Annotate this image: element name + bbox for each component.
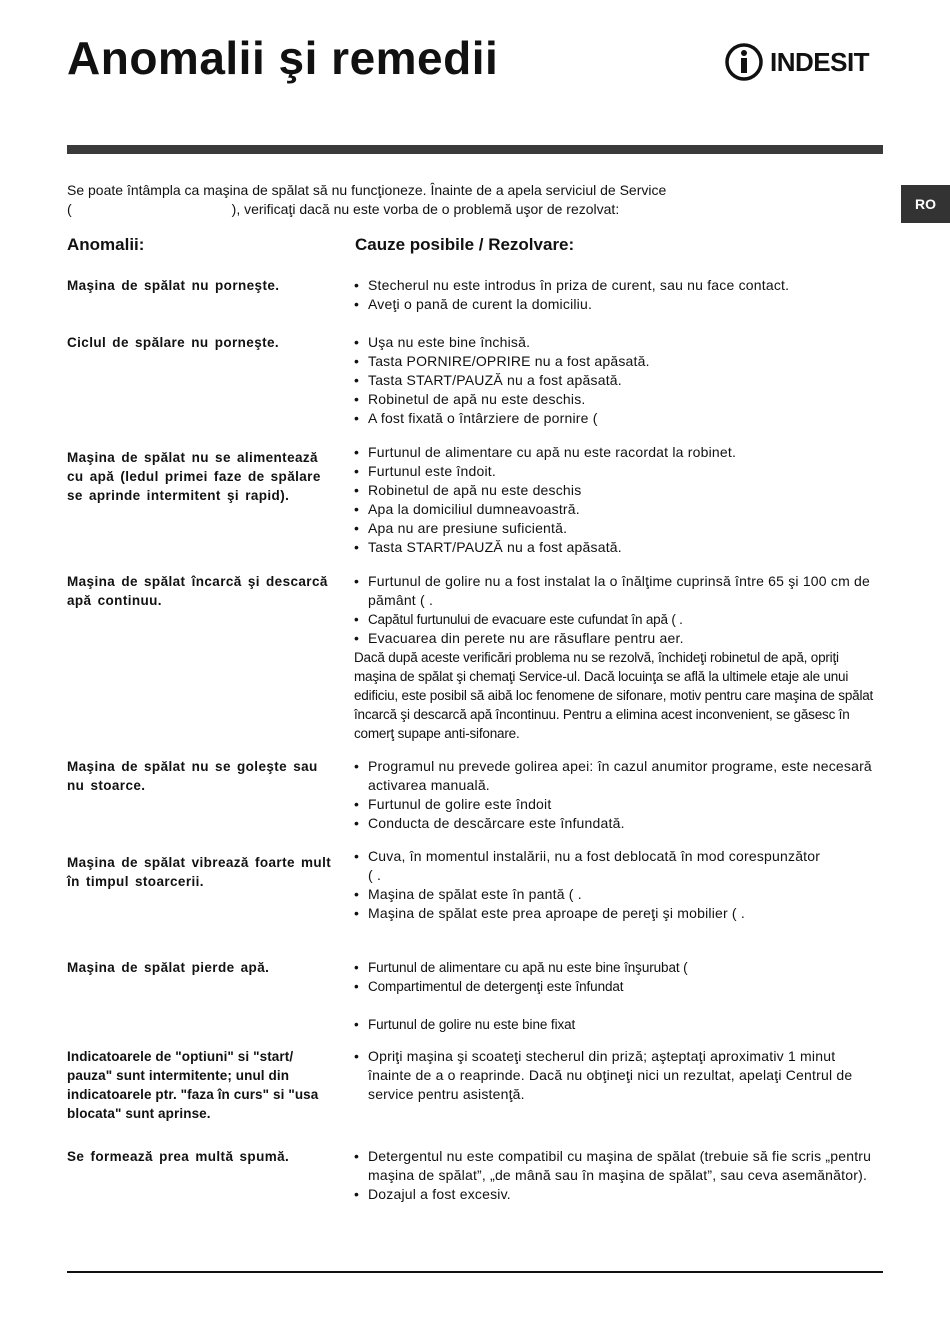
cause-item: • Compartimentul de detergenţi este înfundat xyxy=(354,977,882,996)
cause-list xyxy=(354,443,882,557)
cause-list xyxy=(354,1147,882,1204)
anomaly-label: Maşina de spălat nu porneşte. xyxy=(67,278,280,293)
cause-list xyxy=(354,333,882,428)
bottom-divider xyxy=(67,1271,883,1273)
top-divider xyxy=(67,145,883,154)
causes-header: Cauze posibile / Rezolvare: xyxy=(355,235,575,254)
cause-item: • Robinetul de apă nu este deschis xyxy=(354,481,882,500)
cause-item: • Apa la domiciliul dumneavoastră. xyxy=(354,500,882,519)
anomaly-label: Indicatoarele de "optiuni" si "start/ pauza" sunt intermitente; unul din indicatoarele ptr. "faza în curs" si "usa blocata" sunt aprinse. xyxy=(67,1049,319,1121)
cause-list xyxy=(354,847,882,923)
cause-item: • A fost fixată o întârziere de pornire ( xyxy=(354,409,882,428)
cause-item: • Opriţi maşina şi scoateţi stecherul din priză; aşteptaţi aproximativ 1 minut înainte de a o reaprinde. Dacă nu obţineţi nici un rezultat, apelaţi Centrul de service pentru asistenţă. xyxy=(354,1047,882,1104)
anomaly-label: Se formează prea multă spumă. xyxy=(67,1149,290,1164)
brand-name: INDESIT xyxy=(770,47,870,77)
anomaly-label: Maşina de spălat nu se goleşte sau nu stoarce. xyxy=(67,759,318,793)
anomaly-label: Maşina de spălat încarcă şi descarcă apă continuu. xyxy=(67,574,328,608)
brand-logo xyxy=(724,40,884,84)
cause-item: • Stecherul nu este introdus în priza de curent, sau nu face contact. xyxy=(354,276,882,295)
cause-list xyxy=(354,572,882,648)
cause-item: • Capătul furtunului de evacuare este cufundat în apă ( . xyxy=(354,610,882,629)
cause-item: • Tasta START/PAUZĂ nu a fost apăsată. xyxy=(354,371,882,390)
cause-list xyxy=(354,1047,882,1104)
cause-item: • Furtunul de golire nu a fost instalat la o înălţime cuprinsă între 65 şi 100 cm de pământ ( . xyxy=(354,572,882,610)
anomaly-label: Maşina de spălat vibrează foarte mult în timpul stoarcerii. xyxy=(67,855,332,889)
intro-line-2: ), verificaţi dacă nu este vorba de o problemă uşor de rezolvat: xyxy=(231,201,620,217)
cause-item: • Programul nu prevede golirea apei: în cazul anumitor programe, este necesară activarea manuală. xyxy=(354,757,882,795)
cause-item: • Conducta de descărcare este înfundată. xyxy=(354,814,882,833)
cause-item: • Tasta START/PAUZĂ nu a fost apăsată. xyxy=(354,538,882,557)
intro-line-1: Se poate întâmpla ca maşina de spălat să nu funcţioneze. Înainte de a apela serviciul de Service xyxy=(67,182,667,198)
cause-item: • Evacuarea din perete nu are răsuflare pentru aer. xyxy=(354,629,882,648)
cause-item: • Dozajul a fost excesiv. xyxy=(354,1185,882,1204)
anomaly-label: Ciclul de spălare nu porneşte. xyxy=(67,335,280,350)
cause-item: • Maşina de spălat este în pantă ( . xyxy=(354,885,882,904)
cause-item: • Robinetul de apă nu este deschis. xyxy=(354,390,882,409)
cause-note: Dacă după aceste verificări problema nu se rezolvă, închideţi robinetul de apă, opriţi maşina de spălat şi chemaţi Service-ul. Dacă locuinţa se află la ultimele etaje ale unui edificiu, este posibil să aibă loc fenomene de sifonare, motiv pentru care maşina de spălat încarcă şi descarcă apă încontinuu. Pentru a elimina acest inconvenient, se găsesc în comerţ supape anti-sifonare. xyxy=(354,650,874,741)
anomaly-label: Maşina de spălat pierde apă. xyxy=(67,960,270,975)
cause-list xyxy=(354,958,882,1034)
indesit-logo-icon xyxy=(724,42,764,82)
cause-item: • Apa nu are presiune suficientă. xyxy=(354,519,882,538)
cause-item: • Furtunul de alimentare cu apă nu este bine înşurubat ( xyxy=(354,958,882,977)
intro-paragraph xyxy=(67,181,827,219)
anomalies-header: Anomalii: xyxy=(67,235,145,254)
cause-list xyxy=(354,757,882,833)
cause-item: • Furtunul de golire nu este bine fixat xyxy=(354,1015,882,1034)
cause-item: • Furtunul de alimentare cu apă nu este racordat la robinet. xyxy=(354,443,882,462)
cause-item: • Maşina de spălat este prea aproape de pereţi şi mobilier ( . xyxy=(354,904,882,923)
intro-paren: ( xyxy=(67,201,72,217)
language-tab: RO xyxy=(901,185,950,223)
cause-item: • Cuva, în momentul instalării, nu a fost deblocată în mod corespunzător ( . xyxy=(354,847,882,885)
cause-item: • Furtunul este îndoit. xyxy=(354,462,882,481)
cause-item: • Uşa nu este bine închisă. xyxy=(354,333,882,352)
cause-list xyxy=(354,276,882,314)
cause-item: • Detergentul nu este compatibil cu maşina de spălat (trebuie să fie scris „pentru maşina de spălat”, „de mână sau în maşina de spălat”, sau ceva asemănător). xyxy=(354,1147,882,1185)
cause-item: • Tasta PORNIRE/OPRIRE nu a fost apăsată. xyxy=(354,352,882,371)
anomaly-label: Maşina de spălat nu se alimentează cu apă (ledul primei faze de spălare se aprinde intermitent şi rapid). xyxy=(67,450,321,503)
page-title: Anomalii şi remedii xyxy=(67,32,499,84)
cause-item: • Furtunul de golire este îndoit xyxy=(354,795,882,814)
cause-item: • Aveţi o pană de curent la domiciliu. xyxy=(354,295,882,314)
